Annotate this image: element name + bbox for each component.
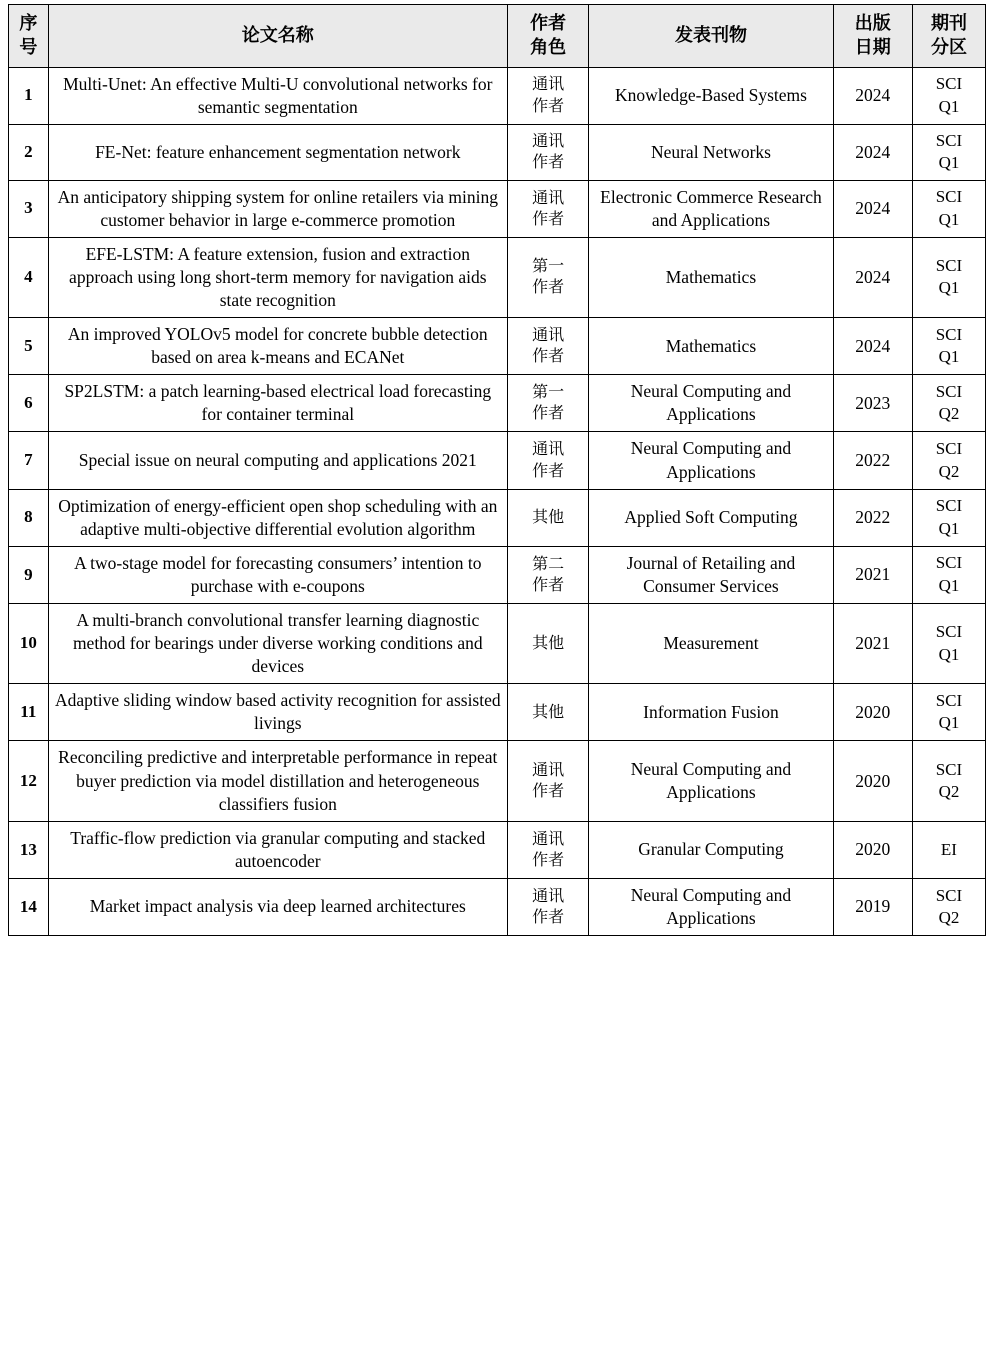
cell-journal-zone [912, 741, 985, 821]
journal-zone-line: Q1 [938, 278, 960, 298]
author-role-line: 作者 [532, 154, 565, 172]
column-header-line: 出版 [854, 13, 891, 33]
cell-publication-date: 2019 [833, 878, 912, 935]
journal-zone-line: SCI [935, 381, 963, 401]
author-role-line: 通讯 [532, 830, 565, 848]
cell-publication-date: 2024 [833, 318, 912, 375]
author-role-line: 作者 [532, 405, 565, 423]
table-row [9, 318, 986, 375]
cell-paper-title: EFE-LSTM: A feature extension, fusion and extraction approach using long short-term memory for navigation aids state recognition [48, 237, 507, 317]
cell-publication-date: 2020 [833, 741, 912, 821]
cell-paper-title: Traffic-flow prediction via granular computing and stacked autoencoder [48, 821, 507, 878]
author-role-line: 第一 [532, 258, 565, 276]
header-row [9, 5, 986, 68]
cell-index: 11 [9, 684, 49, 741]
author-role-line: 作者 [532, 348, 565, 366]
table-row [9, 237, 986, 317]
table-row [9, 684, 986, 741]
column-header-zone [912, 5, 985, 68]
journal-zone-line: Q2 [938, 908, 960, 927]
cell-author-role [507, 741, 588, 821]
cell-paper-title: An improved YOLOv5 model for concrete bubble detection based on area k-means and ECANet [48, 318, 507, 375]
journal-zone-line: SCI [935, 74, 963, 94]
cell-journal-zone [912, 375, 985, 432]
table-row [9, 603, 986, 683]
author-role-line: 作者 [532, 576, 565, 594]
table-row [9, 878, 986, 935]
cell-journal-zone [912, 878, 985, 935]
column-header-line: 分区 [930, 36, 967, 57]
author-role-line: 其他 [532, 703, 565, 721]
cell-journal-zone [912, 318, 985, 375]
journal-zone-line: SCI [935, 130, 963, 150]
author-role-line: 第二 [532, 555, 565, 573]
column-header-line: 论文名称 [241, 24, 314, 45]
cell-journal: Mathematics [589, 318, 833, 375]
author-role-line: 作者 [532, 851, 565, 869]
column-header-line: 序 [19, 13, 38, 33]
journal-zone-line: Q1 [938, 347, 960, 367]
cell-paper-title: An anticipatory shipping system for online retailers via mining customer behavior in large e-commerce promotion [48, 180, 507, 237]
publications-table [8, 4, 986, 936]
column-header-line: 期刊 [930, 13, 967, 33]
journal-zone-line: Q2 [938, 404, 960, 424]
column-header-title [48, 5, 507, 68]
cell-paper-title: FE-Net: feature enhancement segmentation network [48, 124, 507, 180]
table-row [9, 489, 986, 546]
column-header-line: 发表刊物 [674, 24, 747, 45]
cell-index: 13 [9, 821, 49, 878]
cell-author-role [507, 237, 588, 317]
cell-author-role [507, 67, 588, 124]
cell-paper-title: SP2LSTM: a patch learning-based electrical load forecasting for container terminal [48, 375, 507, 432]
table-body [9, 67, 986, 936]
author-role-line: 通讯 [532, 887, 565, 905]
cell-index: 4 [9, 237, 49, 317]
author-role-line: 通讯 [532, 761, 565, 779]
cell-journal-zone [912, 489, 985, 546]
cell-journal: Neural Computing and Applications [589, 375, 833, 432]
table-row [9, 741, 986, 821]
table-row [9, 375, 986, 432]
author-role-line: 通讯 [532, 133, 565, 151]
cell-journal: Information Fusion [589, 684, 833, 741]
cell-journal-zone [912, 432, 985, 489]
cell-author-role [507, 684, 588, 741]
cell-journal: Mathematics [589, 237, 833, 317]
cell-journal: Applied Soft Computing [589, 489, 833, 546]
journal-zone-line: SCI [935, 690, 963, 710]
cell-index: 6 [9, 375, 49, 432]
journal-zone-line: Q1 [938, 153, 960, 173]
journal-zone-line: SCI [935, 553, 963, 573]
cell-index: 5 [9, 318, 49, 375]
author-role-line: 作者 [532, 210, 565, 228]
author-role-line: 作者 [532, 97, 565, 115]
cell-author-role [507, 375, 588, 432]
cell-journal: Electronic Commerce Research and Applications [589, 180, 833, 237]
author-role-line: 第一 [532, 384, 565, 402]
journal-zone-line: SCI [935, 496, 963, 516]
table-row [9, 124, 986, 180]
journal-zone-line: Q1 [938, 713, 960, 733]
journal-zone-line: EI [940, 839, 957, 859]
cell-paper-title: A multi-branch convolutional transfer learning diagnostic method for bearings under diverse working conditions and devices [48, 603, 507, 683]
cell-publication-date: 2020 [833, 684, 912, 741]
table-row [9, 546, 986, 603]
author-role-line: 通讯 [532, 441, 565, 459]
cell-index: 12 [9, 741, 49, 821]
cell-journal-zone [912, 180, 985, 237]
column-header-role [507, 5, 588, 68]
cell-journal: Neural Networks [589, 124, 833, 180]
cell-paper-title: Optimization of energy-efficient open shop scheduling with an adaptive multi-objective differential evolution algorithm [48, 489, 507, 546]
cell-index: 14 [9, 878, 49, 935]
cell-author-role [507, 318, 588, 375]
cell-index: 10 [9, 603, 49, 683]
journal-zone-line: SCI [935, 255, 963, 275]
journal-zone-line: Q1 [938, 644, 960, 664]
cell-index: 3 [9, 180, 49, 237]
journal-zone-line: Q1 [938, 518, 960, 538]
cell-journal: Granular Computing [589, 821, 833, 878]
journal-zone-line: Q1 [938, 575, 960, 595]
author-role-line: 通讯 [532, 327, 565, 345]
cell-journal-zone [912, 684, 985, 741]
cell-publication-date: 2022 [833, 432, 912, 489]
journal-zone-line: SCI [935, 885, 963, 905]
table-row [9, 180, 986, 237]
journal-zone-line: SCI [935, 759, 963, 779]
author-role-line: 通讯 [532, 76, 565, 94]
cell-author-role [507, 489, 588, 546]
column-header-date [833, 5, 912, 68]
cell-author-role [507, 878, 588, 935]
column-header-line: 日期 [854, 36, 891, 57]
author-role-line: 其他 [532, 509, 565, 527]
author-role-line: 作者 [532, 909, 565, 926]
cell-author-role [507, 432, 588, 489]
cell-journal-zone [912, 603, 985, 683]
journal-zone-line: SCI [935, 324, 963, 344]
author-role-line: 作者 [532, 783, 565, 801]
author-role-line: 作者 [532, 462, 565, 480]
cell-publication-date: 2021 [833, 546, 912, 603]
cell-journal: Neural Computing and Applications [589, 741, 833, 821]
column-header-line: 号 [19, 36, 38, 57]
cell-index: 1 [9, 67, 49, 124]
journal-zone-line: Q2 [938, 461, 960, 481]
column-header-journal [589, 5, 833, 68]
cell-paper-title: A two-stage model for forecasting consumers’ intention to purchase with e-coupons [48, 546, 507, 603]
cell-journal-zone [912, 124, 985, 180]
table-row [9, 67, 986, 124]
cell-publication-date: 2024 [833, 124, 912, 180]
cell-publication-date: 2020 [833, 821, 912, 878]
column-header-line: 角色 [530, 36, 567, 57]
column-header-index [9, 5, 49, 68]
journal-zone-line: SCI [935, 187, 963, 207]
cell-publication-date: 2024 [833, 180, 912, 237]
cell-publication-date: 2022 [833, 489, 912, 546]
cell-author-role [507, 603, 588, 683]
cell-journal-zone [912, 546, 985, 603]
cell-author-role [507, 180, 588, 237]
cell-author-role [507, 821, 588, 878]
cell-journal-zone [912, 237, 985, 317]
cell-journal: Neural Computing and Applications [589, 878, 833, 935]
author-role-line: 其他 [532, 635, 565, 653]
column-header-line: 作者 [530, 13, 567, 33]
cell-publication-date: 2021 [833, 603, 912, 683]
cell-publication-date: 2024 [833, 237, 912, 317]
cell-paper-title: Reconciling predictive and interpretable performance in repeat buyer prediction via model distillation and heterogeneous classifiers fusion [48, 741, 507, 821]
journal-zone-line: Q1 [938, 96, 960, 116]
cell-journal: Measurement [589, 603, 833, 683]
cell-journal: Journal of Retailing and Consumer Services [589, 546, 833, 603]
cell-paper-title: Special issue on neural computing and applications 2021 [48, 432, 507, 489]
cell-publication-date: 2024 [833, 67, 912, 124]
author-role-line: 作者 [532, 279, 565, 297]
cell-journal: Neural Computing and Applications [589, 432, 833, 489]
cell-author-role [507, 546, 588, 603]
table-row [9, 432, 986, 489]
cell-index: 2 [9, 124, 49, 180]
table-header [9, 5, 986, 68]
journal-zone-line: SCI [935, 439, 963, 459]
journal-zone-line: SCI [935, 622, 963, 642]
cell-author-role [507, 124, 588, 180]
cell-journal: Knowledge-Based Systems [589, 67, 833, 124]
cell-journal-zone [912, 821, 985, 878]
journal-zone-line: Q1 [938, 209, 960, 229]
table-row [9, 821, 986, 878]
cell-index: 7 [9, 432, 49, 489]
journal-zone-line: Q2 [938, 782, 960, 802]
cell-paper-title: Adaptive sliding window based activity recognition for assisted livings [48, 684, 507, 741]
cell-index: 8 [9, 489, 49, 546]
cell-publication-date: 2023 [833, 375, 912, 432]
cell-paper-title: Multi-Unet: An effective Multi-U convolutional networks for semantic segmentation [48, 67, 507, 124]
author-role-line: 通讯 [532, 189, 565, 207]
cell-journal-zone [912, 67, 985, 124]
cell-paper-title: Market impact analysis via deep learned architectures [48, 878, 507, 935]
cell-index: 9 [9, 546, 49, 603]
